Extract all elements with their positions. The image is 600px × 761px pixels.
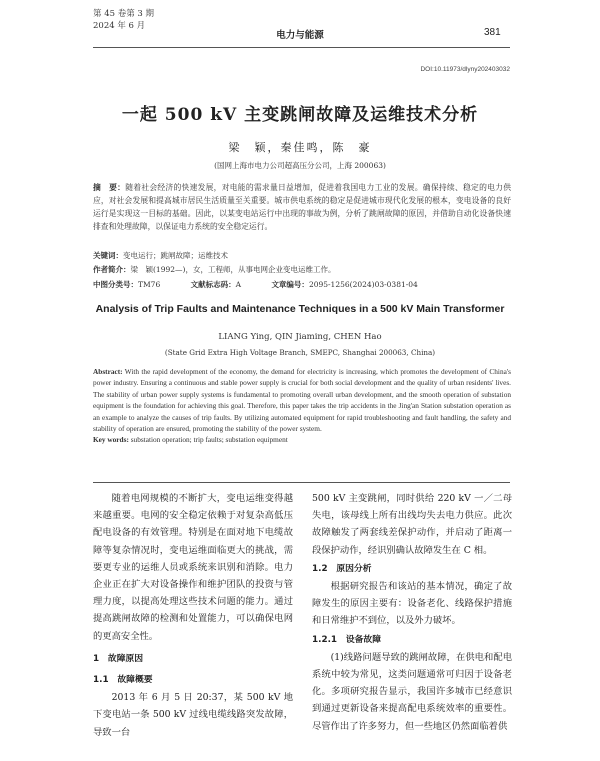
abstract-cn-text: 随着社会经济的快速发展，对电能的需求量日益增加，促进着我国电力工业的发展。确保持续、稳定的电力供应，对社会发展和提高城市居民生活质量至关重要。城市供电系统的稳定是促进城市现代化发展的根本，变电设备的良好运行是实现这一目标的基础。因此，以某变电站运行中出现的事故为例，分析了跳闸故障的原因，并借助自动化设备快速排查和处理故障，以保证电力系统的安全稳定运行。	[93, 183, 512, 231]
doi: DOI:10.11973/dlyny202403032	[420, 66, 510, 73]
abstract-cn-label: 摘 要：	[93, 183, 126, 192]
header-divider	[93, 47, 510, 48]
abstract-divider	[93, 482, 510, 483]
body-column-right	[312, 490, 512, 735]
body-column-left	[93, 490, 293, 741]
clc-label: 中图分类号：	[93, 280, 138, 289]
section-1-heading: 1 故障原因	[93, 653, 144, 664]
doc-code-label: 文献标志码：	[190, 280, 236, 289]
classification-line	[93, 279, 511, 290]
abstract-en-label: Abstract:	[93, 367, 123, 376]
section-1-1-paragraph: 2013 年 6 月 5 日 20:37，某 500 kV 地下变电站一条 500 kV 过线电缆线路突发故障，导致一台	[93, 692, 293, 738]
journal-name: 电力与能源	[276, 30, 324, 41]
clc-value: TM76	[138, 280, 161, 289]
continued-paragraph: 500 kV 主变跳闸，同时供给 220 kV 一／二母失电，该母线上所有出线均失去电力供应。此次故障触发了两套线差保护动作，并启动了距离一段保护动作，经识别确认故障发生在 C 相。	[312, 493, 512, 556]
affiliation-en: (State Grid Extra High Voltage Branch, SMEPC, Shanghai 200063, China)	[164, 348, 436, 357]
author-intro-text: 梁 颖(1992—)，女，工程师，从事电网企业变电运维工作。	[130, 265, 336, 274]
section-1-2-heading: 1.2 原因分析	[312, 563, 372, 574]
title-cn: 一起 500 kV 主变跳闸故障及运维技术分析	[121, 105, 479, 125]
section-1-2-1-paragraph: (1)线路问题导致的跳闸故障，在供电和配电系统中较为常见，这类问题通常可归因于设备老化。多项研究报告显示，我国许多城市已经意识到通过更新设备来提高配电系统效率的重要性。尽管作出了许多努力，但一些地区仍然面临着供	[312, 651, 512, 732]
abstract-cn	[93, 181, 511, 233]
intro-paragraph: 随着电网规模的不断扩大，变电运维变得越来越重要。电网的安全稳定依赖于对复杂高低压配电设备的有效管理。特别是在面对地下电缆故障等复杂情况时，变电运维面临更大的挑战，需要更专业的运维人员或系统来识别和消除。电力企业正在扩大对设备操作和维护团队的投资与管理力度，以提高处理这些技术问题的能力。通过提高跳闸故障的检测和处置能力，可以确保电网的更高安全性。	[93, 493, 293, 642]
keywords-en-text: substation operation; trip faults; substation equipment	[130, 435, 288, 445]
section-1-2-paragraph: 根据研究报告和该站的基本情况，确定了故障发生的原因主要有：设备老化、线路保护措施和日常维护不到位，以及外力破坏。	[312, 581, 512, 627]
keywords-cn-text: 变电运行；跳闸故障；运维技术	[123, 251, 228, 260]
affiliation-cn: (国网上海市电力公司超高压分公司，上海 200063)	[214, 161, 386, 170]
keywords-en-label: Key words:	[93, 435, 129, 445]
doc-code-value: A	[235, 280, 242, 289]
authors-en: LIANG Ying, QIN Jiaming, CHEN Hao	[218, 332, 382, 342]
header-volume: 第 45 卷第 3 期	[93, 9, 155, 19]
section-1-1-heading: 1.1 故障概要	[93, 675, 153, 686]
article-number-value: 2095-1256(2024)03-0381-04	[308, 280, 418, 289]
author-intro	[93, 264, 335, 275]
abstract-en-text: With the rapid development of the economy, the demand for electricity is increasing, which promotes the development of China's power industry. Ensuring a continuous and stable power supply is crucial for both social development and the quality of urban residents' lives. The stability of urban power supply systems is fundamental to promoting overall urban development, and the smooth operation of substation equipment is the foundation for achieving this goal. Therefore, this paper takes the trip accidents in the Jing'an Station substation operation as an example to analyze the causes of trip faults. By utilizing automated equipment for rapid troubleshooting and fault handling, the safety and stability of operation are ensured, promoting the stability of the power system.	[93, 367, 511, 434]
authors-cn: 梁 颖，秦佳鸣，陈 豪	[228, 141, 372, 154]
article-number-label: 文章编号：	[271, 280, 309, 289]
author-intro-label: 作者简介：	[93, 265, 131, 274]
title-en: Analysis of Trip Faults and Maintenance Techniques in a 500 kV Main Transformer	[95, 303, 505, 315]
keywords-cn	[93, 250, 228, 261]
keywords-cn-label: 关键词：	[93, 251, 123, 260]
abstract-en	[93, 366, 511, 446]
page-number: 381	[484, 27, 501, 38]
section-1-2-1-heading: 1.2.1 设备故障	[312, 634, 382, 645]
header-date: 2024 年 6 月	[93, 21, 146, 31]
